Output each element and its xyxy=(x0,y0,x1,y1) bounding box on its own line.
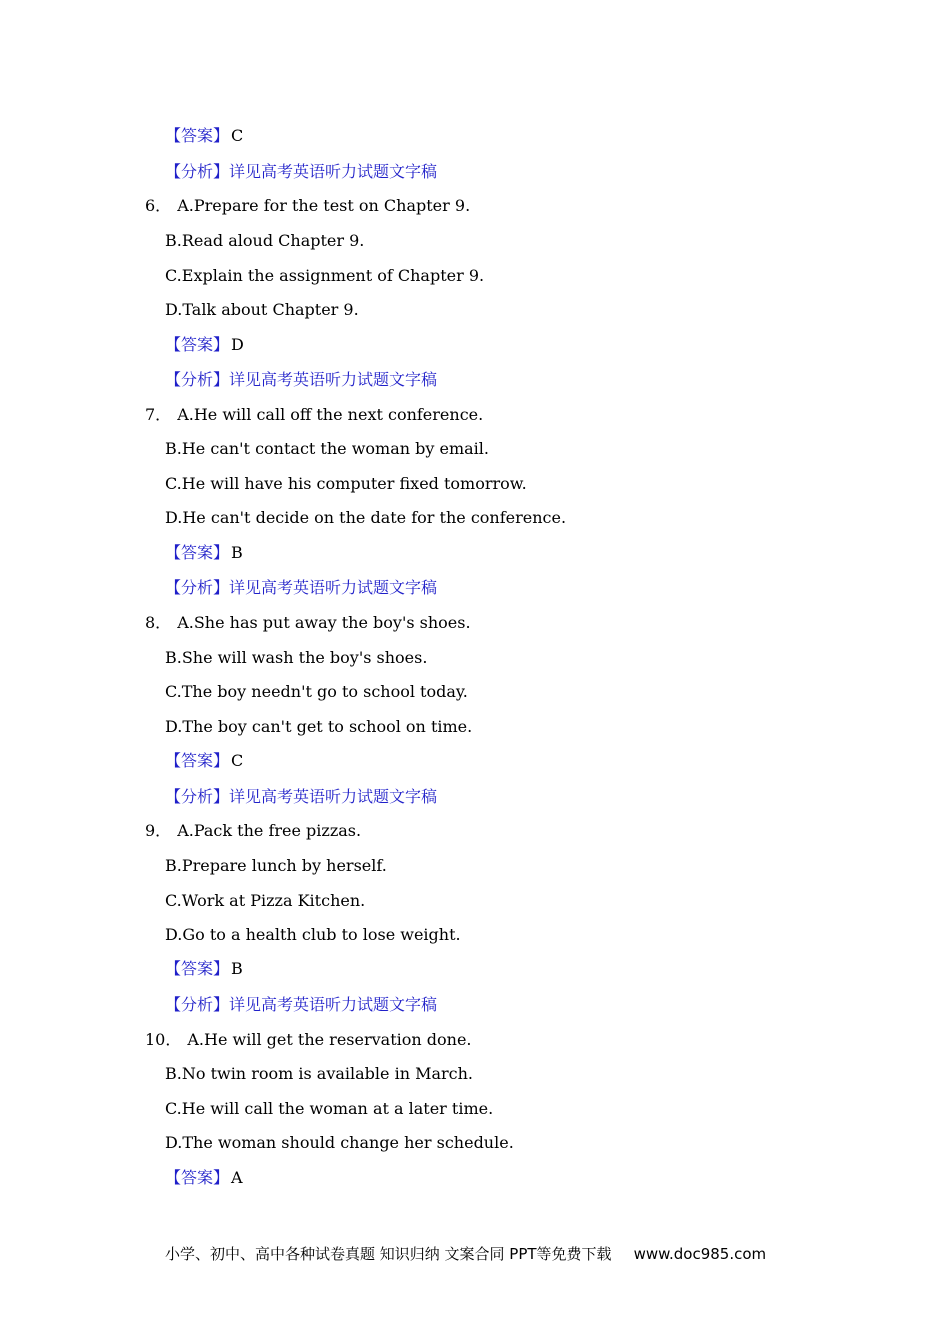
answer-label: 【答案】 xyxy=(165,126,230,145)
analysis-line: 【分析】详见高考英语听力试题文字稿 xyxy=(165,370,438,389)
option-d: D.Talk about Chapter 9. xyxy=(165,300,359,319)
option-b: B.She will wash the boy's shoes. xyxy=(165,648,428,667)
option-d: D.He can't decide on the date for the conference. xyxy=(165,508,567,527)
option-c: C.Work at Pizza Kitchen. xyxy=(165,891,366,910)
option-b: B.Prepare lunch by herself. xyxy=(165,856,387,875)
answer-label: 【答案】 xyxy=(165,751,230,770)
question-8 xyxy=(145,613,471,633)
answer-value: C xyxy=(231,126,244,145)
page-footer xyxy=(165,1244,766,1264)
option-a: A.Prepare for the test on Chapter 9. xyxy=(177,196,471,215)
answer-value: B xyxy=(231,543,243,562)
footer-text: 小学、初中、高中各种试卷真题 知识归纳 文案合同 PPT等免费下载 xyxy=(165,1245,612,1263)
analysis-line: 【分析】详见高考英语听力试题文字稿 xyxy=(165,578,438,597)
analysis-line: 【分析】详见高考英语听力试题文字稿 xyxy=(165,787,438,806)
option-b: B.He can't contact the woman by email. xyxy=(165,439,489,458)
option-d: D.Go to a health club to lose weight. xyxy=(165,925,461,944)
answer-line xyxy=(165,126,243,146)
answer-label: 【答案】 xyxy=(165,1168,230,1187)
option-c: C.He will have his computer fixed tomorrow. xyxy=(165,474,527,493)
footer-site-link[interactable]: www.doc985.com xyxy=(633,1245,767,1263)
question-7 xyxy=(145,405,483,425)
option-d: D.The woman should change her schedule. xyxy=(165,1133,514,1152)
answer-line xyxy=(165,543,243,563)
answer-label: 【答案】 xyxy=(165,543,230,562)
option-b: B.No twin room is available in March. xyxy=(165,1064,474,1083)
option-a: A.He will get the reservation done. xyxy=(187,1030,472,1049)
option-b: B.Read aloud Chapter 9. xyxy=(165,231,365,250)
question-number: 6． xyxy=(145,196,172,215)
question-number: 9． xyxy=(145,821,172,840)
question-number: 7． xyxy=(145,405,172,424)
question-9 xyxy=(145,821,361,841)
question-6 xyxy=(145,196,470,216)
question-number: 8． xyxy=(145,613,172,632)
option-a: A.Pack the free pizzas. xyxy=(177,821,362,840)
answer-line xyxy=(165,335,244,355)
answer-line xyxy=(165,1168,243,1188)
answer-value: A xyxy=(231,1168,243,1187)
option-a: A.He will call off the next conference. xyxy=(177,405,484,424)
answer-line xyxy=(165,751,243,771)
answer-value: B xyxy=(231,959,243,978)
answer-value: D xyxy=(231,335,244,354)
question-10 xyxy=(145,1030,472,1050)
question-number: 10． xyxy=(145,1030,182,1049)
option-c: C.The boy needn't go to school today. xyxy=(165,682,468,701)
answer-value: C xyxy=(231,751,244,770)
answer-line xyxy=(165,959,243,979)
answer-label: 【答案】 xyxy=(165,335,230,354)
option-a: A.She has put away the boy's shoes. xyxy=(177,613,471,632)
analysis-line: 【分析】详见高考英语听力试题文字稿 xyxy=(165,162,438,181)
option-c: C.He will call the woman at a later time. xyxy=(165,1099,494,1118)
answer-label: 【答案】 xyxy=(165,959,230,978)
option-d: D.The boy can't get to school on time. xyxy=(165,717,473,736)
option-c: C.Explain the assignment of Chapter 9. xyxy=(165,266,485,285)
analysis-line: 【分析】详见高考英语听力试题文字稿 xyxy=(165,995,438,1014)
